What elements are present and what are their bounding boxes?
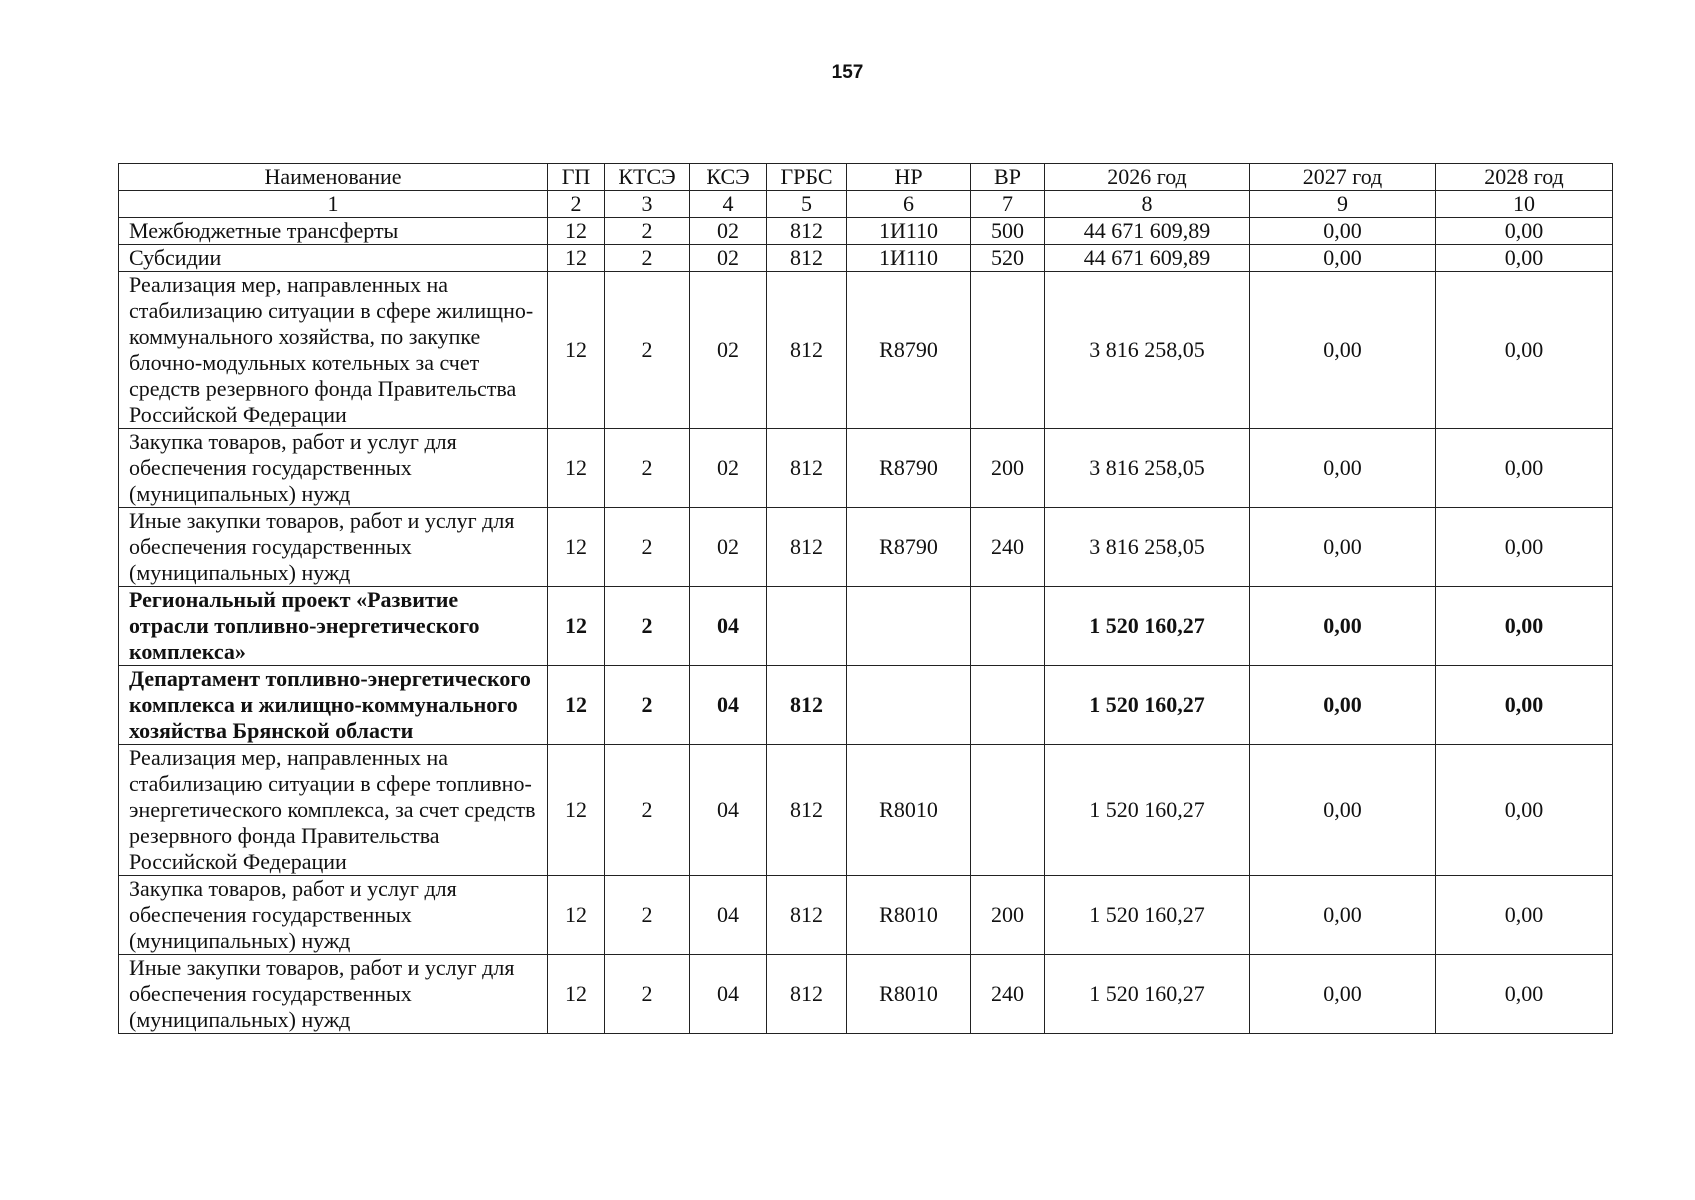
row-vr — [971, 272, 1045, 429]
header-nr: НР — [847, 164, 971, 191]
table-row — [119, 745, 1613, 876]
column-number: 8 — [1045, 191, 1250, 218]
row-2026: 1 520 160,27 — [1045, 587, 1250, 666]
row-ktse: 2 — [605, 429, 690, 508]
row-gp: 12 — [548, 508, 605, 587]
row-gp: 12 — [548, 745, 605, 876]
row-2026: 1 520 160,27 — [1045, 666, 1250, 745]
row-kse: 02 — [690, 429, 767, 508]
row-grbs — [767, 587, 847, 666]
table-row — [119, 218, 1613, 245]
row-kse: 04 — [690, 745, 767, 876]
row-grbs: 812 — [767, 666, 847, 745]
row-kse: 04 — [690, 876, 767, 955]
row-2027: 0,00 — [1250, 745, 1436, 876]
row-grbs: 812 — [767, 218, 847, 245]
row-grbs: 812 — [767, 955, 847, 1034]
row-2026: 1 520 160,27 — [1045, 745, 1250, 876]
row-gp: 12 — [548, 218, 605, 245]
header-2026: 2026 год — [1045, 164, 1250, 191]
table-row — [119, 587, 1613, 666]
row-grbs: 812 — [767, 245, 847, 272]
row-2027: 0,00 — [1250, 587, 1436, 666]
row-kse: 04 — [690, 666, 767, 745]
row-nr: R8010 — [847, 745, 971, 876]
row-2028: 0,00 — [1436, 666, 1613, 745]
row-2026: 3 816 258,05 — [1045, 429, 1250, 508]
row-vr: 200 — [971, 429, 1045, 508]
row-name: Закупка товаров, работ и услуг для обеспечения государственных (муниципальных) нужд — [119, 429, 548, 508]
row-ktse: 2 — [605, 666, 690, 745]
row-ktse: 2 — [605, 587, 690, 666]
row-name: Департамент топливно-энергетического комплекса и жилищно-коммунального хозяйства Брянской области — [119, 666, 548, 745]
header-gp: ГП — [548, 164, 605, 191]
row-nr — [847, 587, 971, 666]
row-kse: 02 — [690, 508, 767, 587]
row-kse: 02 — [690, 245, 767, 272]
row-vr — [971, 587, 1045, 666]
row-kse: 02 — [690, 218, 767, 245]
row-ktse: 2 — [605, 508, 690, 587]
row-ktse: 2 — [605, 272, 690, 429]
row-2028: 0,00 — [1436, 745, 1613, 876]
column-number: 1 — [119, 191, 548, 218]
row-grbs: 812 — [767, 876, 847, 955]
row-name: Реализация мер, направленных на стабилизацию ситуации в сфере топливно-энергетического комплекса, за счет средств резервного фонда Правительства Российской Федерации — [119, 745, 548, 876]
row-vr: 500 — [971, 218, 1045, 245]
row-2026: 3 816 258,05 — [1045, 272, 1250, 429]
row-name: Субсидии — [119, 245, 548, 272]
row-ktse: 2 — [605, 876, 690, 955]
row-kse: 02 — [690, 272, 767, 429]
row-gp: 12 — [548, 245, 605, 272]
row-nr — [847, 666, 971, 745]
row-2028: 0,00 — [1436, 508, 1613, 587]
row-nr: R8010 — [847, 876, 971, 955]
header-ktse: КТСЭ — [605, 164, 690, 191]
header-grbs: ГРБС — [767, 164, 847, 191]
column-number: 5 — [767, 191, 847, 218]
row-nr: R8010 — [847, 955, 971, 1034]
row-gp: 12 — [548, 429, 605, 508]
row-vr: 520 — [971, 245, 1045, 272]
row-name: Реализация мер, направленных на стабилизацию ситуации в сфере жилищно-коммунального хозяйства, по закупке блочно-модульных котельных за счет средств резервного фонда Правительства Российской Федерации — [119, 272, 548, 429]
row-2027: 0,00 — [1250, 429, 1436, 508]
row-gp: 12 — [548, 587, 605, 666]
column-number: 3 — [605, 191, 690, 218]
row-2028: 0,00 — [1436, 955, 1613, 1034]
row-name: Иные закупки товаров, работ и услуг для обеспечения государственных (муниципальных) нужд — [119, 508, 548, 587]
row-ktse: 2 — [605, 745, 690, 876]
table-row — [119, 876, 1613, 955]
column-number: 10 — [1436, 191, 1613, 218]
row-2026: 3 816 258,05 — [1045, 508, 1250, 587]
row-name: Региональный проект «Развитие отрасли топливно-энергетического комплекса» — [119, 587, 548, 666]
row-2027: 0,00 — [1250, 508, 1436, 587]
row-2027: 0,00 — [1250, 245, 1436, 272]
row-nr: 1И110 — [847, 245, 971, 272]
table-row — [119, 508, 1613, 587]
row-2028: 0,00 — [1436, 587, 1613, 666]
column-number: 4 — [690, 191, 767, 218]
row-name: Межбюджетные трансферты — [119, 218, 548, 245]
row-ktse: 2 — [605, 245, 690, 272]
row-nr: 1И110 — [847, 218, 971, 245]
table-row — [119, 955, 1613, 1034]
row-ktse: 2 — [605, 955, 690, 1034]
row-vr — [971, 745, 1045, 876]
header-name: Наименование — [119, 164, 548, 191]
column-number: 7 — [971, 191, 1045, 218]
row-2027: 0,00 — [1250, 666, 1436, 745]
row-2028: 0,00 — [1436, 245, 1613, 272]
row-vr — [971, 666, 1045, 745]
table-row — [119, 666, 1613, 745]
row-gp: 12 — [548, 272, 605, 429]
row-2026: 44 671 609,89 — [1045, 245, 1250, 272]
row-vr: 200 — [971, 876, 1045, 955]
row-grbs: 812 — [767, 429, 847, 508]
row-2027: 0,00 — [1250, 218, 1436, 245]
row-name: Закупка товаров, работ и услуг для обеспечения государственных (муниципальных) нужд — [119, 876, 548, 955]
row-2028: 0,00 — [1436, 272, 1613, 429]
header-kse: КСЭ — [690, 164, 767, 191]
row-2028: 0,00 — [1436, 876, 1613, 955]
row-nr: R8790 — [847, 508, 971, 587]
row-nr: R8790 — [847, 429, 971, 508]
row-2026: 44 671 609,89 — [1045, 218, 1250, 245]
row-2026: 1 520 160,27 — [1045, 876, 1250, 955]
column-number-row — [119, 191, 1613, 218]
header-2028: 2028 год — [1436, 164, 1613, 191]
table-row — [119, 272, 1613, 429]
header-2027: 2027 год — [1250, 164, 1436, 191]
row-grbs: 812 — [767, 508, 847, 587]
row-2027: 0,00 — [1250, 876, 1436, 955]
row-grbs: 812 — [767, 272, 847, 429]
budget-table — [118, 163, 1613, 1034]
row-2026: 1 520 160,27 — [1045, 955, 1250, 1034]
table-row — [119, 429, 1613, 508]
header-row — [119, 164, 1613, 191]
header-vr: ВР — [971, 164, 1045, 191]
row-grbs: 812 — [767, 745, 847, 876]
row-2028: 0,00 — [1436, 218, 1613, 245]
row-2027: 0,00 — [1250, 272, 1436, 429]
row-vr: 240 — [971, 508, 1045, 587]
row-kse: 04 — [690, 587, 767, 666]
row-gp: 12 — [548, 876, 605, 955]
column-number: 2 — [548, 191, 605, 218]
row-2027: 0,00 — [1250, 955, 1436, 1034]
column-number: 9 — [1250, 191, 1436, 218]
page-number: 157 — [831, 62, 864, 83]
column-number: 6 — [847, 191, 971, 218]
row-gp: 12 — [548, 955, 605, 1034]
row-gp: 12 — [548, 666, 605, 745]
row-kse: 04 — [690, 955, 767, 1034]
row-ktse: 2 — [605, 218, 690, 245]
table-row — [119, 245, 1613, 272]
row-vr: 240 — [971, 955, 1045, 1034]
row-name: Иные закупки товаров, работ и услуг для обеспечения государственных (муниципальных) нужд — [119, 955, 548, 1034]
row-2028: 0,00 — [1436, 429, 1613, 508]
row-nr: R8790 — [847, 272, 971, 429]
